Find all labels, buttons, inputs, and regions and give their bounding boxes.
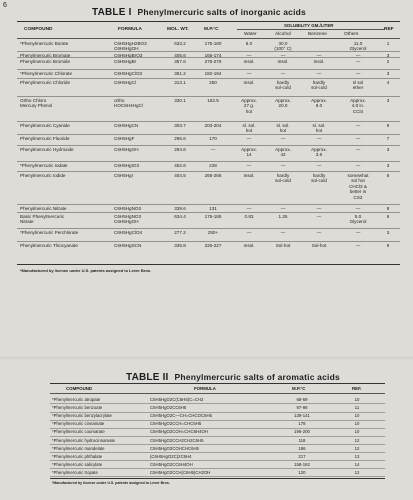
t1-row-10-others: somewhat (347, 173, 369, 178)
t1-row-10-mw: 404.5 (174, 173, 186, 178)
t1-row-1-benzene: — (316, 53, 322, 58)
t1-row-7-mw: 296.6 (174, 136, 186, 141)
t1-row-divider (17, 57, 400, 58)
t1-hdr-formula: FORMULA (118, 27, 142, 32)
t1-row-1-ref: 3 (386, 53, 390, 58)
t1-row-divider (17, 204, 400, 205)
t1-row-6-ref: 9 (386, 123, 390, 128)
t1-row-8-alcohol-line1: 42 (280, 152, 286, 158)
t2-row-3-mp: 178 (298, 421, 306, 427)
t1-row-divider (17, 212, 400, 213)
t2-row-1-mp: 97-98 (296, 405, 308, 411)
t1-row-divider (17, 96, 400, 97)
t1-row-13-water: — (246, 230, 252, 235)
t2-row-9-formula: C6H5HgO2CCH(C6H5)CH2OH (150, 469, 211, 475)
t1-row-12-mw: 634.4 (174, 214, 186, 219)
t1-row-11-benzene: — (316, 206, 322, 211)
table2-title-text: Phenylmercuric salts of aromatic acids (174, 372, 340, 382)
table1-label: TABLE I (92, 7, 132, 18)
t1-row-13-formula: C6H5HgClO4 (114, 230, 143, 235)
t1-row-13-mw: 277.2 (174, 230, 186, 235)
t1-row-8-water-line1: 14 (246, 152, 252, 158)
t2-row-0-compound: *Phenylmercuric atropate (52, 397, 101, 402)
t1-row-2-compound: Phenylmercuric Bromide (20, 59, 71, 64)
t1-row-7-mp: 170 (209, 136, 217, 141)
t1-row-6-benzene-line1: hot (315, 128, 323, 134)
t1-row-1-formula: C6H5HgBrO3 (114, 53, 143, 58)
t1-row-2-ref: 2 (386, 59, 390, 64)
t1-row-7-alcohol: — (280, 136, 286, 141)
t1-row-10-others-line3: better in (349, 189, 367, 195)
t2-row-6-ref: 12 (354, 445, 360, 451)
t2-row-7-compound: *Phenylmercuric phthalate (52, 453, 103, 459)
t1-row-3-ref: 3 (386, 71, 390, 76)
t1-row-12-compound-line1: Nitrate (20, 219, 34, 225)
t1-row-9-mp: 228 (209, 163, 217, 168)
t1-row-8-ref: 3 (386, 147, 390, 152)
t1-row-5-benzene-line1: 8.0 (315, 103, 323, 109)
t1-row-14-mp: 226-227 (204, 243, 222, 248)
t1-footnote: *Manufactured by license under U.S. patents assigned to Lever Bros. (20, 268, 152, 273)
t1-row-5-water: Approx. (241, 98, 257, 103)
t1-row-1-mw: 405.6 (174, 53, 186, 58)
t1-row-12-formula-line1: C6H5HgOH (114, 219, 139, 225)
t1-row-1-water: — (246, 53, 252, 58)
t1-row-7-formula: C6H5HgF (114, 136, 135, 141)
t1-row-divider (17, 241, 400, 242)
t1-row-6-mp: 203-204 (204, 123, 222, 128)
t1-row-5-compound-line1: Mercury Phenol (20, 103, 53, 109)
t1-row-2-water: Insol. (243, 59, 255, 64)
t2-row-8-mp: 158-162 (294, 461, 310, 467)
t1-row-7-compound: Phenylmercuric Fluoride (20, 136, 70, 141)
t1-row-9-mw: 452.6 (174, 163, 186, 168)
t1-row-divider (17, 78, 400, 79)
t1-row-7-others: — (355, 136, 361, 141)
t2-row-8-ref: 14 (354, 461, 360, 467)
t1-row-10-water: Insol. (243, 173, 255, 178)
t1-row-4-benzene-line1: sol-cold (311, 85, 327, 91)
t1-row-5-formula-line1: HOC6H4HgCl (114, 103, 143, 109)
t2-row-5-mp: 118 (298, 437, 306, 443)
t1-row-11-ref: 8 (386, 206, 390, 211)
t1-row-14-benzene: Sol-hot (311, 243, 327, 248)
t2-bottom-rule (50, 478, 385, 479)
t1-hdr-others: Others (344, 32, 359, 37)
t1-row-6-mw: 303.7 (174, 123, 186, 128)
t1-row-4-others-line1: ether (352, 85, 364, 91)
t1-row-12-benzene: — (316, 214, 322, 219)
t1-row-3-mw: 361.2 (174, 71, 186, 76)
t1-hdr-alcohol: Alcohol (275, 32, 291, 37)
t1-row-11-compound: Phenylmercuric Nitrate (20, 206, 67, 211)
t1-row-11-mw: 339.6 (174, 206, 186, 211)
t2-row-6-formula: C6H5HgO2COHCHC6H5 (150, 445, 199, 451)
t1-row-9-formula: C6H5HgIO3 (114, 163, 140, 168)
table1-title-text: Phenylmercuric salts of inorganic acids (137, 7, 306, 17)
t1-row-3-alcohol: — (280, 71, 286, 76)
t1-hdr-water: Water (244, 32, 257, 37)
t1-row-11-water: — (246, 206, 252, 211)
t2-row-3-formula: C6H5HgO2CCH=CHC6H5 (150, 421, 202, 427)
t2-row-9-compound: *Phenylmercuric tropate (52, 469, 98, 475)
t1-row-8-compound: Phenylmercuric Hydroxide (20, 147, 74, 152)
t1-row-0-water: 6.0 (245, 41, 253, 46)
t1-row-5-compound: Ortho Chloro (20, 98, 47, 103)
t2-row-2-formula: C6H5HgO2C—CH=CHCOC6H5 (150, 413, 212, 419)
table2-label: TABLE II (126, 372, 169, 383)
table1-top-rule (17, 21, 400, 22)
t1-row-2-alcohol: Insol. (277, 59, 289, 64)
t1-row-10-benzene: hardly (312, 173, 326, 178)
t2-row-0-ref: 10 (354, 397, 360, 402)
t1-row-12-formula: C6H5HgNO3 (114, 214, 142, 219)
t2-hdr-compound: COMPOUND (66, 386, 93, 391)
t1-row-0-mw: 633.2 (174, 41, 186, 46)
t1-row-2-formula: C6H5HgBr (114, 59, 137, 64)
t1-row-12-others: 5.0 (354, 214, 362, 219)
t1-row-5-mp: 152.5 (207, 98, 219, 103)
t1-row-5-others-line2: CCl4 (352, 108, 364, 114)
t1-row-13-ref: 3 (386, 230, 390, 235)
t1-row-10-others-line1: sol hot (351, 178, 365, 184)
t2-row-7-formula: (C6H5HgO2C)2C6H4 (150, 453, 192, 459)
t1-row-6-compound: Phenylmercuric Cyanide (20, 123, 70, 128)
t1-row-3-mp: 192-194 (204, 71, 222, 76)
t1-row-5-water-line2: hot (245, 108, 253, 114)
t2-hdr-mp: M.P.°C (292, 386, 306, 391)
page-fold (0, 357, 413, 361)
t1-row-0-others: 11.0 (353, 41, 363, 46)
t1-row-1-compound: Phenylmercuric Bromate (20, 53, 71, 58)
t1-row-5-benzene: Approx. (311, 98, 327, 103)
t1-row-8-benzene: Approx. (311, 147, 327, 152)
t1-row-10-alcohol: hardly (276, 173, 290, 178)
t1-row-14-others: — (355, 243, 361, 248)
t1-row-0-ref: 1 (386, 41, 390, 46)
t2-hdr-formula: FORMULA (194, 386, 216, 391)
t1-row-14-alcohol: Sol-hot (275, 243, 291, 248)
t1-row-9-others: — (355, 163, 361, 168)
t1-row-14-mw: 335.8 (174, 243, 186, 248)
t1-row-0-alcohol-line1: (100° C) (274, 46, 292, 52)
t1-row-13-mp: 250+ (207, 230, 219, 235)
t1-row-7-benzene: — (316, 136, 322, 141)
t1-row-9-water: — (246, 163, 252, 168)
t2-row-2-ref: 10 (354, 413, 360, 419)
t1-row-14-formula: C6H5HgSCN (114, 243, 142, 248)
t1-row-0-compound: *Phenylmercuric Borate (20, 41, 69, 46)
t1-row-1-others: — (355, 53, 361, 58)
t1-row-4-alcohol: hardly (276, 80, 290, 85)
t1-row-0-formula-line1: C6H5HgOH (114, 46, 139, 52)
t1-row-9-ref: 3 (386, 163, 390, 168)
t1-row-divider (17, 69, 400, 70)
t1-row-3-formula: C6H5HgClO3 (114, 71, 143, 76)
t1-row-4-others: sl sol (352, 80, 364, 85)
page-number: 6 (3, 2, 7, 9)
t1-row-10-others-line2: CHCl3 & (349, 183, 367, 189)
t1-row-13-alcohol: — (280, 230, 286, 235)
t1-row-6-others: — (355, 123, 361, 128)
t2-row-0-mp: 68-69 (296, 397, 308, 402)
t1-row-1-mp: 165-174 (204, 53, 222, 58)
t2-row-2-mp: 139-141 (294, 413, 310, 419)
t1-row-10-others-line4: CS2 (353, 194, 363, 200)
t1-row-11-mp: 131 (209, 206, 217, 211)
t1-row-8-benzene-line1: 3.6 (315, 152, 323, 158)
t2-row-9-mp: 120 (298, 469, 306, 475)
t1-row-5-others: Approx. (350, 98, 366, 103)
t1-row-9-alcohol: — (280, 163, 286, 168)
t1-row-14-water: Insol. (243, 243, 255, 248)
t2-hdr-ref: REF. (352, 386, 362, 391)
t2-row-5-formula: C6H5HgO2CCH2CH2C6H5 (150, 437, 204, 443)
t2-row-9-ref: 12 (354, 469, 360, 475)
t1-row-5-ref: 3 (386, 98, 390, 103)
t1-row-6-formula: C6H5HgCN (114, 123, 139, 128)
t1-solubility-rule (237, 29, 385, 30)
t1-row-12-mp: 175-185 (204, 214, 222, 219)
t2-row-1-compound: *Phenylmercuric benzoate (52, 405, 103, 411)
t2-row-7-ref: 13 (354, 453, 360, 459)
t1-hdr-benzene: Benzene (308, 32, 327, 37)
t1-row-divider (17, 171, 400, 172)
t1-row-0-formula: C6H5HgH2BO3 (114, 41, 147, 46)
t1-hdr-ref: REF (384, 27, 394, 32)
t1-row-11-alcohol: — (280, 206, 286, 211)
t1-row-8-mp: — (210, 147, 216, 152)
t1-row-8-water: Approx. (241, 147, 257, 152)
t1-row-9-benzene: — (316, 163, 322, 168)
t2-row-3-ref: 10 (354, 421, 360, 427)
t1-row-4-mp: 250 (209, 80, 217, 85)
t2-row-4-mp: 196-200 (294, 429, 310, 435)
t1-row-3-benzene: — (316, 71, 322, 76)
t1-row-divider (17, 228, 400, 229)
t2-row-4-ref: 10 (354, 429, 360, 435)
table2-top-rule (50, 383, 385, 384)
t1-row-12-alcohol: 1.25 (278, 214, 288, 219)
t1-row-6-water: sl. sol. (242, 123, 256, 128)
t1-row-3-water: — (246, 71, 252, 76)
t1-row-5-alcohol-line1: 20.0 (278, 103, 288, 109)
t1-row-4-mw: 313.1 (174, 80, 186, 85)
t1-row-11-formula: C6H5HgNO3 (114, 206, 142, 211)
t1-row-divider (17, 121, 400, 122)
t1-row-divider (17, 51, 400, 52)
t1-row-6-alcohol: sl. sol. (276, 123, 290, 128)
t2-row-2-compound: *Phenylmercuric benzylacrylate (52, 413, 112, 419)
t1-row-12-water: 0.83 (244, 214, 254, 219)
t1-row-2-mp: 275-276 (204, 59, 222, 64)
t1-hdr-mp: M.P.°C (204, 27, 219, 32)
t1-row-12-compound: Basic Phenylmercuric (20, 214, 65, 219)
t1-row-13-benzene: — (316, 230, 322, 235)
t1-row-7-ref: 7 (386, 136, 390, 141)
t1-row-3-others: — (355, 71, 361, 76)
t1-row-4-compound: Phenylmercuric Chloride (20, 80, 71, 85)
t1-row-2-others: — (355, 59, 361, 64)
t2-row-4-formula: C6H5HgO2COH=CHC6H4OH (150, 429, 208, 435)
t1-row-11-others: — (355, 206, 361, 211)
t1-row-0-alcohol: 30.0 (278, 41, 288, 46)
t2-row-6-compound: *Phenylmercuric mandelate (52, 445, 105, 451)
t1-row-7-water: — (246, 136, 252, 141)
t2-row-3-compound: *Phenylmercuric cinnamate (52, 421, 105, 427)
t2-row-1-formula: C6H5HgO2CC6H5 (150, 405, 187, 411)
t1-row-6-benzene: sl. sol. (312, 123, 326, 128)
t1-row-0-others-line1: Glycerol (349, 46, 367, 52)
t1-row-5-water-line1: 27 g. (243, 103, 255, 109)
t1-row-6-alcohol-line1: hot (279, 128, 287, 134)
t1-row-12-others-line1: Glycerol (349, 219, 367, 225)
t1-row-2-mw: 357.6 (174, 59, 186, 64)
t1-row-13-compound: *Phenylmercuric Perchlorate (20, 230, 79, 235)
t1-row-10-mp: 265-266 (204, 173, 222, 178)
t1-row-10-formula: C6H5HgI (114, 173, 133, 178)
t1-row-3-compound: *Phenylmercuric Chlorate (20, 71, 73, 76)
t2-header-rule (50, 393, 385, 394)
t1-row-10-benzene-line1: sol-cold (311, 178, 327, 184)
table2-title (126, 372, 340, 383)
t1-row-divider (17, 145, 400, 146)
t1-row-4-alcohol-line1: sol-cold (275, 85, 291, 91)
t2-row-5-compound: *Phenylmercuric hydrocinnamate (52, 437, 116, 443)
t1-row-divider (17, 161, 400, 162)
t1-row-0-mp: 175-180 (204, 41, 222, 46)
t1-row-5-others-line1: 4.0 in. (351, 103, 365, 109)
t2-footnote: *Manufactured by license under U.S. patents assigned to Lever Bros. (52, 481, 170, 485)
t2-row-0-formula: C6H5HgO2C(C6H5)C=CH2 (150, 397, 204, 402)
t1-row-5-mw: 330.1 (174, 98, 186, 103)
t1-row-4-water: Insol. (243, 80, 255, 85)
t1-row-12-ref: 6 (386, 214, 390, 219)
t2-row-7-mp: 217 (298, 453, 306, 459)
t1-row-5-formula: ortho (114, 98, 125, 103)
t1-row-2-benzene: Insol. (313, 59, 325, 64)
t1-row-4-ref: 4 (386, 80, 390, 85)
t1-row-6-water-line1: hot (245, 128, 253, 134)
t1-hdr-compound: COMPOUND (24, 27, 53, 32)
t1-row-5-alcohol: Approx. (275, 98, 291, 103)
t1-row-8-alcohol: Approx. (275, 147, 291, 152)
t1-row-10-ref: 5 (386, 173, 390, 178)
t1-header-rule (17, 38, 400, 39)
t1-row-10-compound: Phenylmercuric Iodide (20, 173, 66, 178)
t2-row-8-formula: C6H5HgO2CC6H4OH (150, 461, 193, 467)
t2-row-5-ref: 12 (354, 437, 360, 443)
t2-row-8-compound: *Phenylmercuric salicylate (52, 461, 103, 467)
t1-row-9-compound: *Phenylmercuric Iodate (20, 163, 68, 168)
t1-hdr-molwt: MOL. WT. (167, 27, 189, 32)
t1-row-8-others: — (355, 147, 361, 152)
t2-row-4-compound: *Phenylmercuric coumarate (52, 429, 105, 435)
t1-row-14-ref: 9 (386, 243, 390, 248)
t1-bottom-rule (17, 264, 400, 265)
t1-hdr-solubility: SOLUBILITY GM./LITER (284, 23, 334, 28)
t1-row-8-formula: C6H5HgOH (114, 147, 139, 152)
t2-row-6-mp: 196 (298, 445, 306, 451)
t1-row-13-others: — (355, 230, 361, 235)
t1-row-14-compound: Phenylmercuric Thiocyanate (20, 243, 78, 248)
t1-row-8-mw: 294.6 (174, 147, 186, 152)
table1-title (92, 7, 306, 18)
t1-row-divider (17, 134, 400, 135)
t1-row-4-formula: C6H5HgCl (114, 80, 136, 85)
t1-row-10-alcohol-line1: sol-cold (275, 178, 291, 184)
t1-row-1-alcohol: — (280, 53, 286, 58)
t1-row-4-benzene: hardly (312, 80, 326, 85)
t2-row-1-ref: 11 (354, 405, 360, 411)
